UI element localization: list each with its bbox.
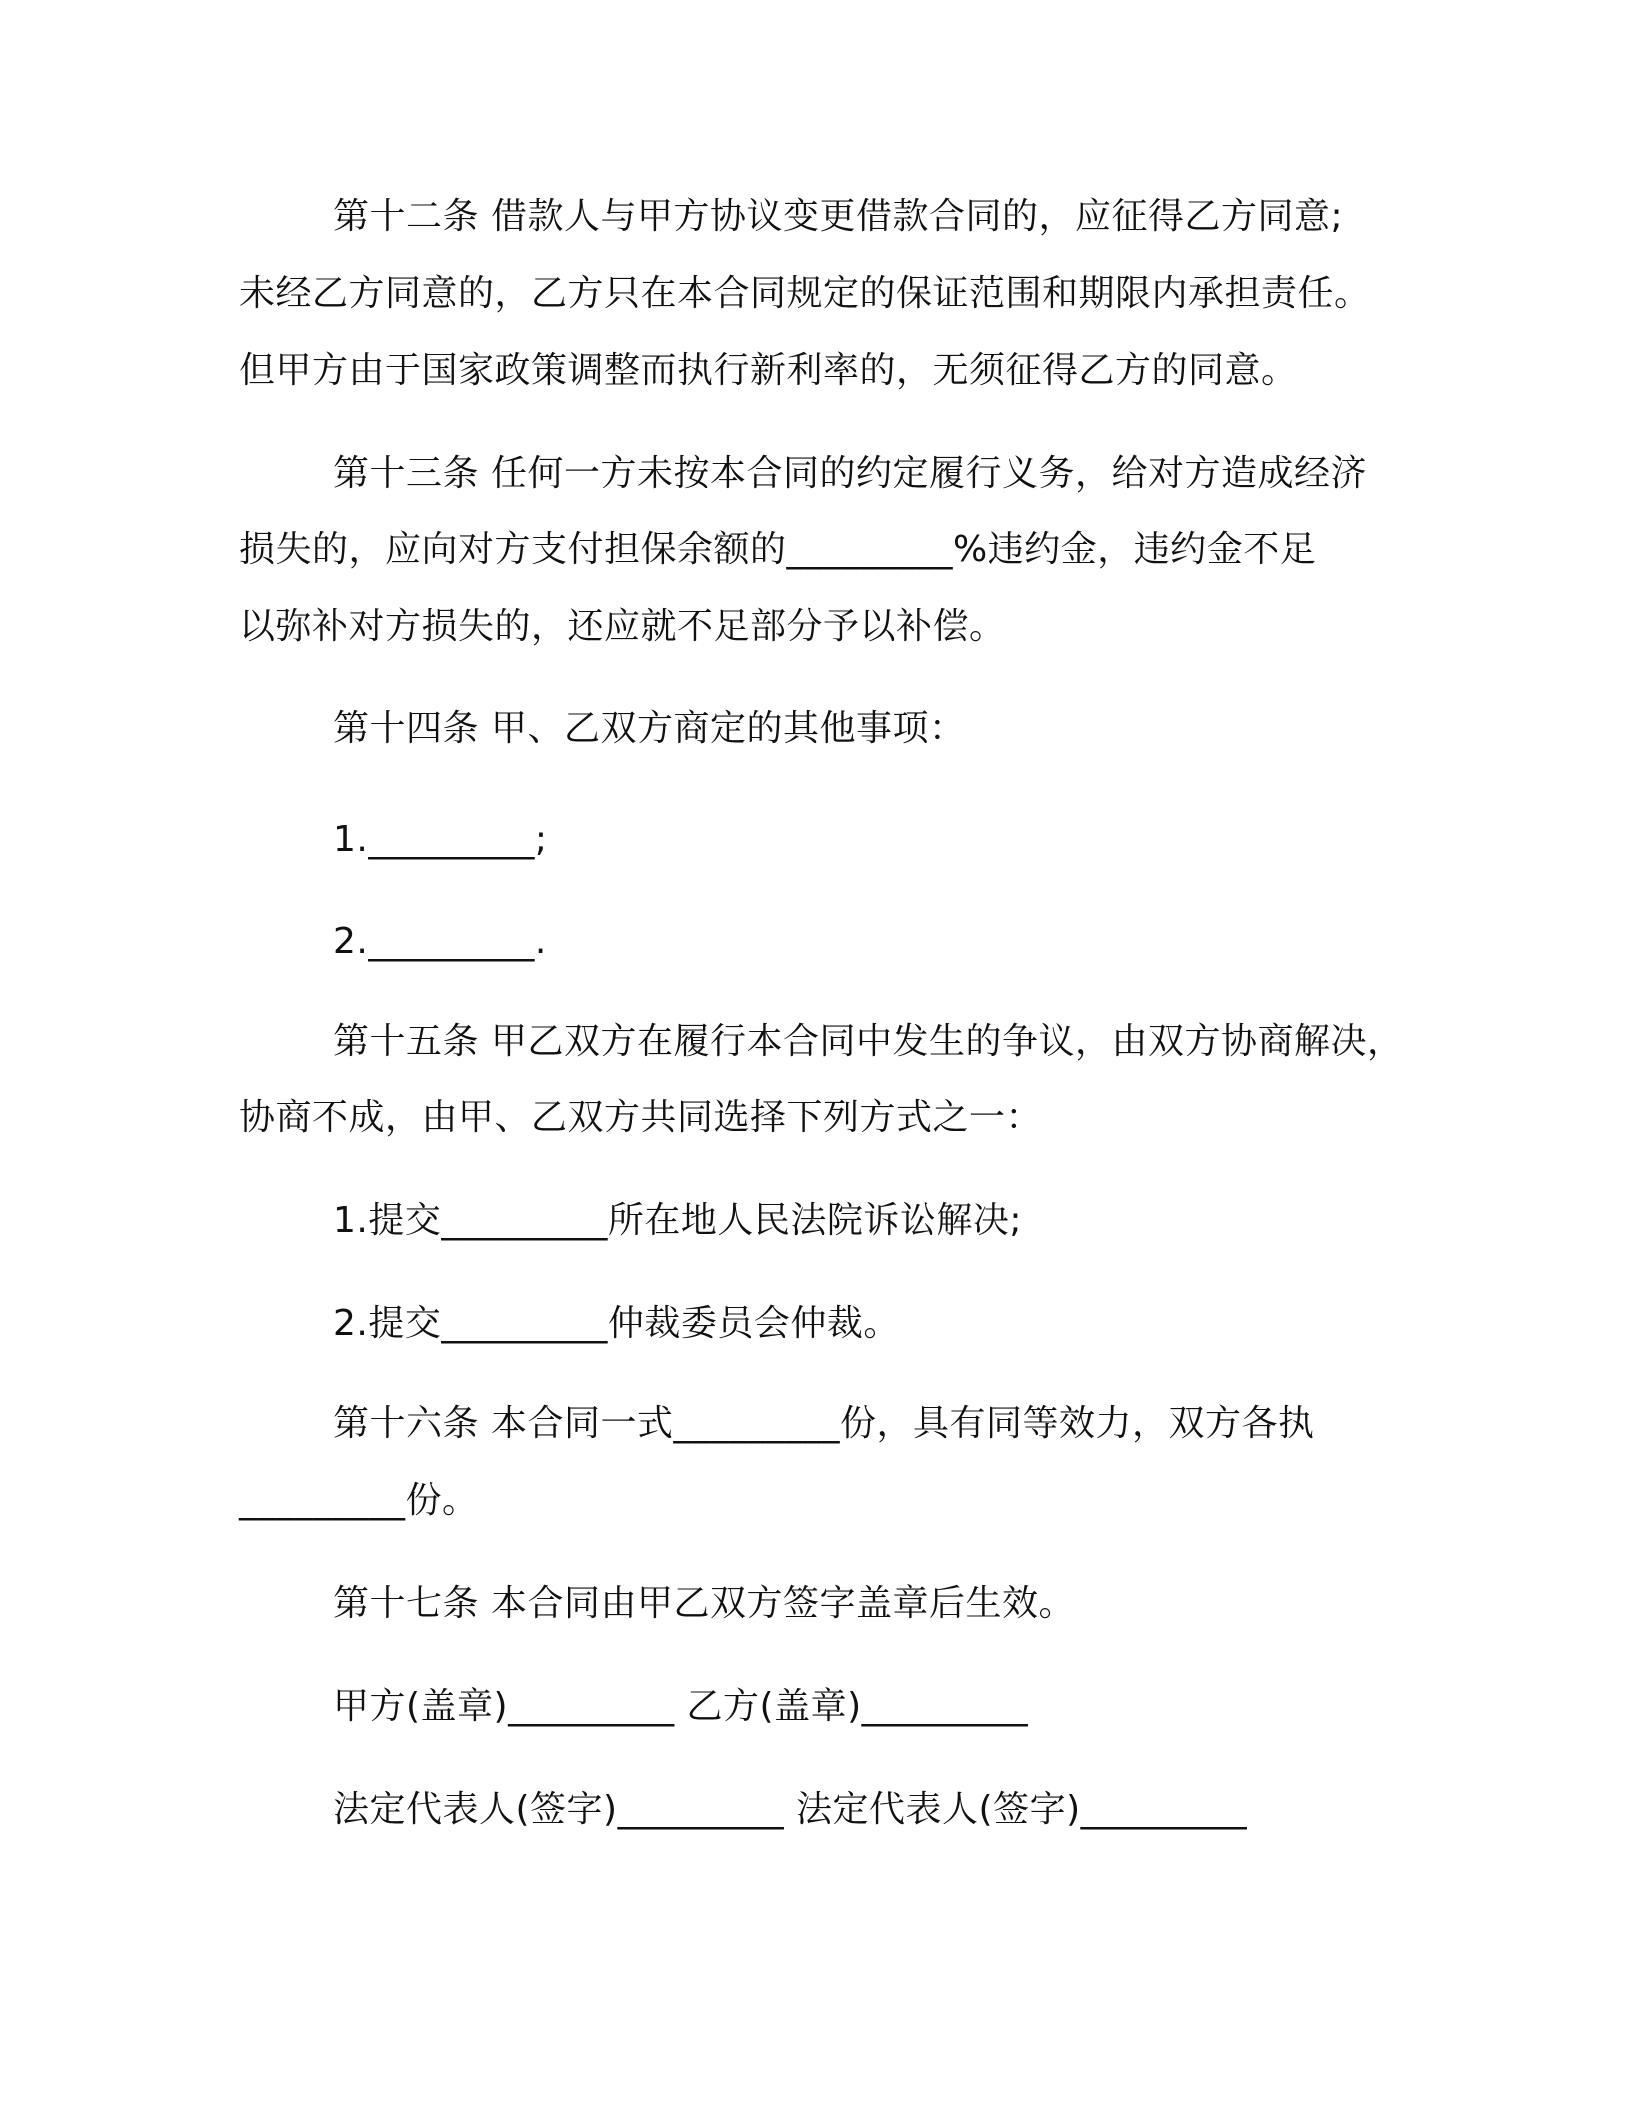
article-15-option-1: 1.提交_________所在地人民法院诉讼解决; bbox=[333, 1200, 1022, 1241]
article-14-item-2: 2._________. bbox=[333, 921, 547, 962]
article-12-line-2: 未经乙方同意的，乙方只在本合同规定的保证范围和期限内承担责任。 bbox=[239, 273, 1371, 314]
article-14-heading: 第十四条 甲、乙双方商定的其他事项： bbox=[333, 708, 966, 749]
article-12-line-1: 第十二条 借款人与甲方协议变更借款合同的，应征得乙方同意; bbox=[333, 196, 1344, 237]
article-13-line-3: 以弥补对方损失的，还应就不足部分予以补偿。 bbox=[239, 606, 1006, 647]
article-16-line-1: 第十六条 本合同一式_________份，具有同等效力，双方各执 bbox=[333, 1403, 1315, 1444]
party-seal-line: 甲方(盖章)_________ 乙方(盖章)_________ bbox=[333, 1686, 1029, 1727]
article-15-line-2: 协商不成，由甲、乙双方共同选择下列方式之一： bbox=[239, 1097, 1043, 1138]
legal-representative-line: 法定代表人(签字)_________ 法定代表人(签字)_________ bbox=[333, 1789, 1248, 1830]
article-13-line-1: 第十三条 任何一方未按本合同的约定履行义务，给对方造成经济 bbox=[333, 453, 1367, 494]
article-13-line-2: 损失的，应向对方支付担保余额的_________%违约金，违约金不足 bbox=[239, 529, 1317, 570]
article-15-line-1: 第十五条 甲乙双方在履行本合同中发生的争议，由双方协商解决， bbox=[333, 1021, 1404, 1062]
article-15-option-2: 2.提交_________仲裁委员会仲裁。 bbox=[333, 1303, 900, 1344]
article-14-item-1: 1._________; bbox=[333, 819, 548, 860]
article-12-line-3: 但甲方由于国家政策调整而执行新利率的，无须征得乙方的同意。 bbox=[239, 350, 1298, 391]
article-17-line-1: 第十七条 本合同由甲乙双方签字盖章后生效。 bbox=[333, 1583, 1075, 1624]
article-16-line-2: _________份。 bbox=[239, 1480, 479, 1521]
